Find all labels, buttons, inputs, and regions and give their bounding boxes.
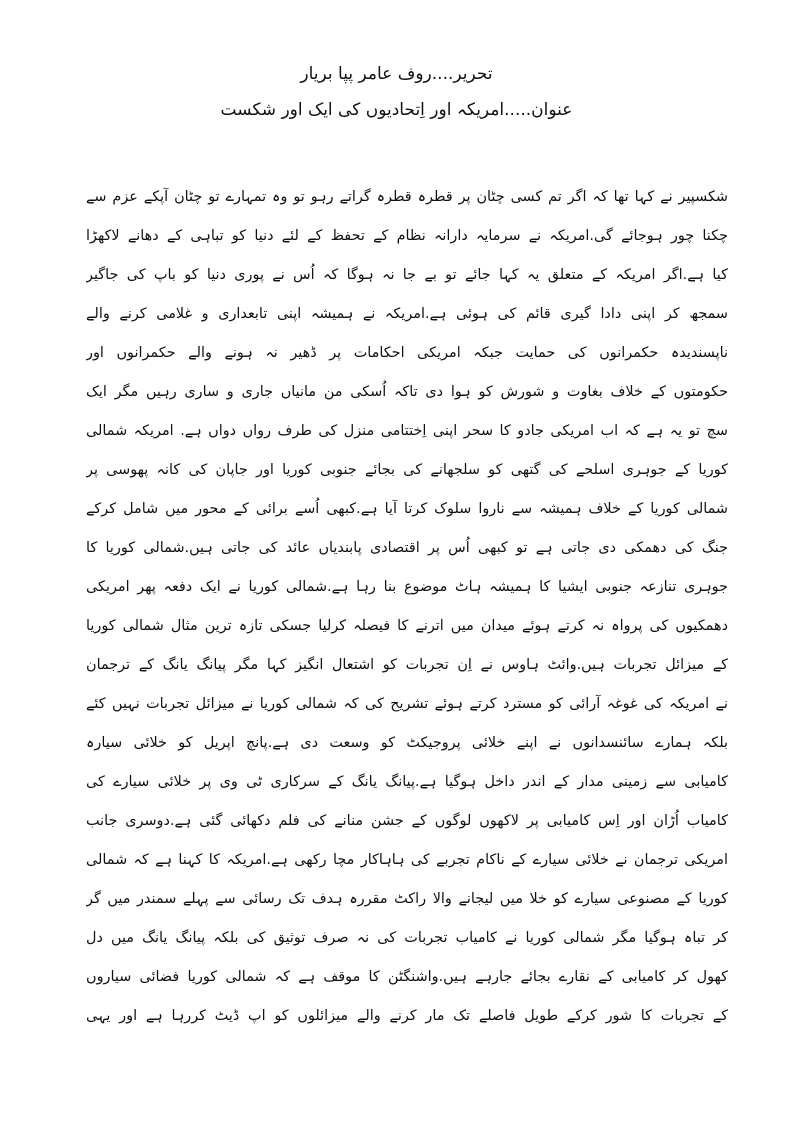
body-line: دھمکیوں کی پرواہ نہ کرتے ہوئے میدان میں اترنے کا فیصلہ کرلیا جسکی تازہ ترین مثال شمالی کوریا <box>86 618 728 634</box>
body-line: کر تباہ ہوگیا مگر شمالی کوریا نے کامیاب تجربات کی نہ صرف توثیق کی بلکہ پیانگ یانگ میں دل <box>86 930 728 946</box>
body-line: سچ تو یہ ہے کہ اب امریکی جادو کا سحر اپنی اِختتامی منزل کی طرف رواں دواں ہے. امریکہ شمالی <box>86 423 728 439</box>
body-line: شمالی کوریا کے خلاف ہمیشہ سے ناروا سلوک کرتا آیا ہے.کبھی اُسے برائی کے محور میں شامل کرکے <box>86 501 728 517</box>
body-line: کھول کر کامیابی کے نقارے بجائے جارہے ہیں.واشنگٹن کا موقف ہے کہ شمالی کوریا فضائی سیاروں <box>86 969 728 985</box>
body-line: امریکی ترجمان نے خلائی سیارے کے ناکام تجربے کی ہاہاکار مچا رکھی ہے.امریکہ کا کہنا ہے کہ شمالی <box>86 852 728 868</box>
author-byline: تحریر....روف عامر پپا بریار <box>300 64 493 84</box>
body-line: جوہری تنازعہ جنوبی ایشیا کا ہمیشہ ہاٹ موضوع بنا رہا ہے.شمالی کوریا نے ایک دفعہ پھر امریکی <box>86 579 728 595</box>
body-line: کامیابی سے زمینی مدار کے اندر داخل ہوگیا ہے.پیانگ یانگ کے سرکاری ٹی وی پر خلائی سیارے کی <box>86 774 728 790</box>
body-line: جنگ کی دھمکی دی جاتی ہے تو کبھی اُس پر اقتصادی پابندیاں عائد کی جاتی ہیں.شمالی کوریا کا <box>86 540 728 556</box>
body-line: چکنا چور ہوجائے گی.امریکہ نے سرمایہ دارانہ نظام کے تحفظ کے لئے دنیا کو تباہی کے دھانے لاکھڑا <box>86 228 728 244</box>
body-line: کے تجربات کا شور کرکے طویل فاصلے تک مار کرنے والے میزائلوں کو اپ ڈیٹ کررہا ہے اور یہی <box>86 1008 728 1024</box>
body-line: کیا ہے.اگر امریکہ کے متعلق یہ کہا جائے تو بے جا نہ ہوگا کہ اُس نے پوری دنیا کو باپ کی جاگیر <box>86 267 728 283</box>
body-line: حکومتوں کے خلاف بغاوت و شورش کو ہوا دی تاکہ اُسکی من مانیاں جاری و ساری رہیں مگر ایک <box>86 384 728 400</box>
body-line: کوریا کے جوہری اسلحے کی گتھی کو سلجھانے کی بجائے جنوبی کوریا اور جاپان کی کانہ پھوسی پر <box>86 462 728 478</box>
body-line: کوریا کے مصنوعی سیارے کو خلا میں لیجانے والا راکٹ مقررہ ہدف تک رسائی سے پہلے سمندر میں گر <box>86 891 728 907</box>
body-line: کے میزائل تجربات ہیں.وائٹ ہاوس نے اِن تجربات کو اشتعال انگیز کہا مگر پیانگ یانگ کے ترجمان <box>86 657 728 673</box>
article-subject: عنوان.....امریکہ اور اِتحادیوں کی ایک اور شکست <box>220 100 573 120</box>
body-line: سمجھ کر اپنی دادا گیری قائم کی ہوئی ہے.امریکہ نے ہمیشہ اپنی تابعداری و غلامی کرنے والے <box>86 306 728 322</box>
article-body <box>86 178 728 1036</box>
body-line: شکسپیر نے کہا تھا کہ اگر تم کسی چٹان پر قطرہ قطرہ گراتے رہو تو وہ تمہارے تو چٹان آپکے عزم سے <box>86 189 728 205</box>
body-line: ناپسندیدہ حکمرانوں کی حمایت جبکہ امریکی احکامات پر ڈھیر نہ ہونے والے حکمرانوں اور <box>86 345 728 361</box>
body-line: نے امریکہ کی غوغہ آرائی کو مسترد کرتے ہوئے تشریح کی کہ شمالی کوریا نے میزائل تجربات نہیں کئے <box>86 696 728 712</box>
body-line: کامیاب اُڑان اور اِس کامیابی پر لاکھوں لوگوں کے جشن منانے کی فلم دکھائی گئی ہے.دوسری جانب <box>86 813 728 829</box>
body-line: بلکہ ہمارے سائنسدانوں نے اپنے خلائی پروجیکٹ کو وسعت دی ہے.پانچ اپریل کو خلائی سیارہ <box>86 735 728 751</box>
